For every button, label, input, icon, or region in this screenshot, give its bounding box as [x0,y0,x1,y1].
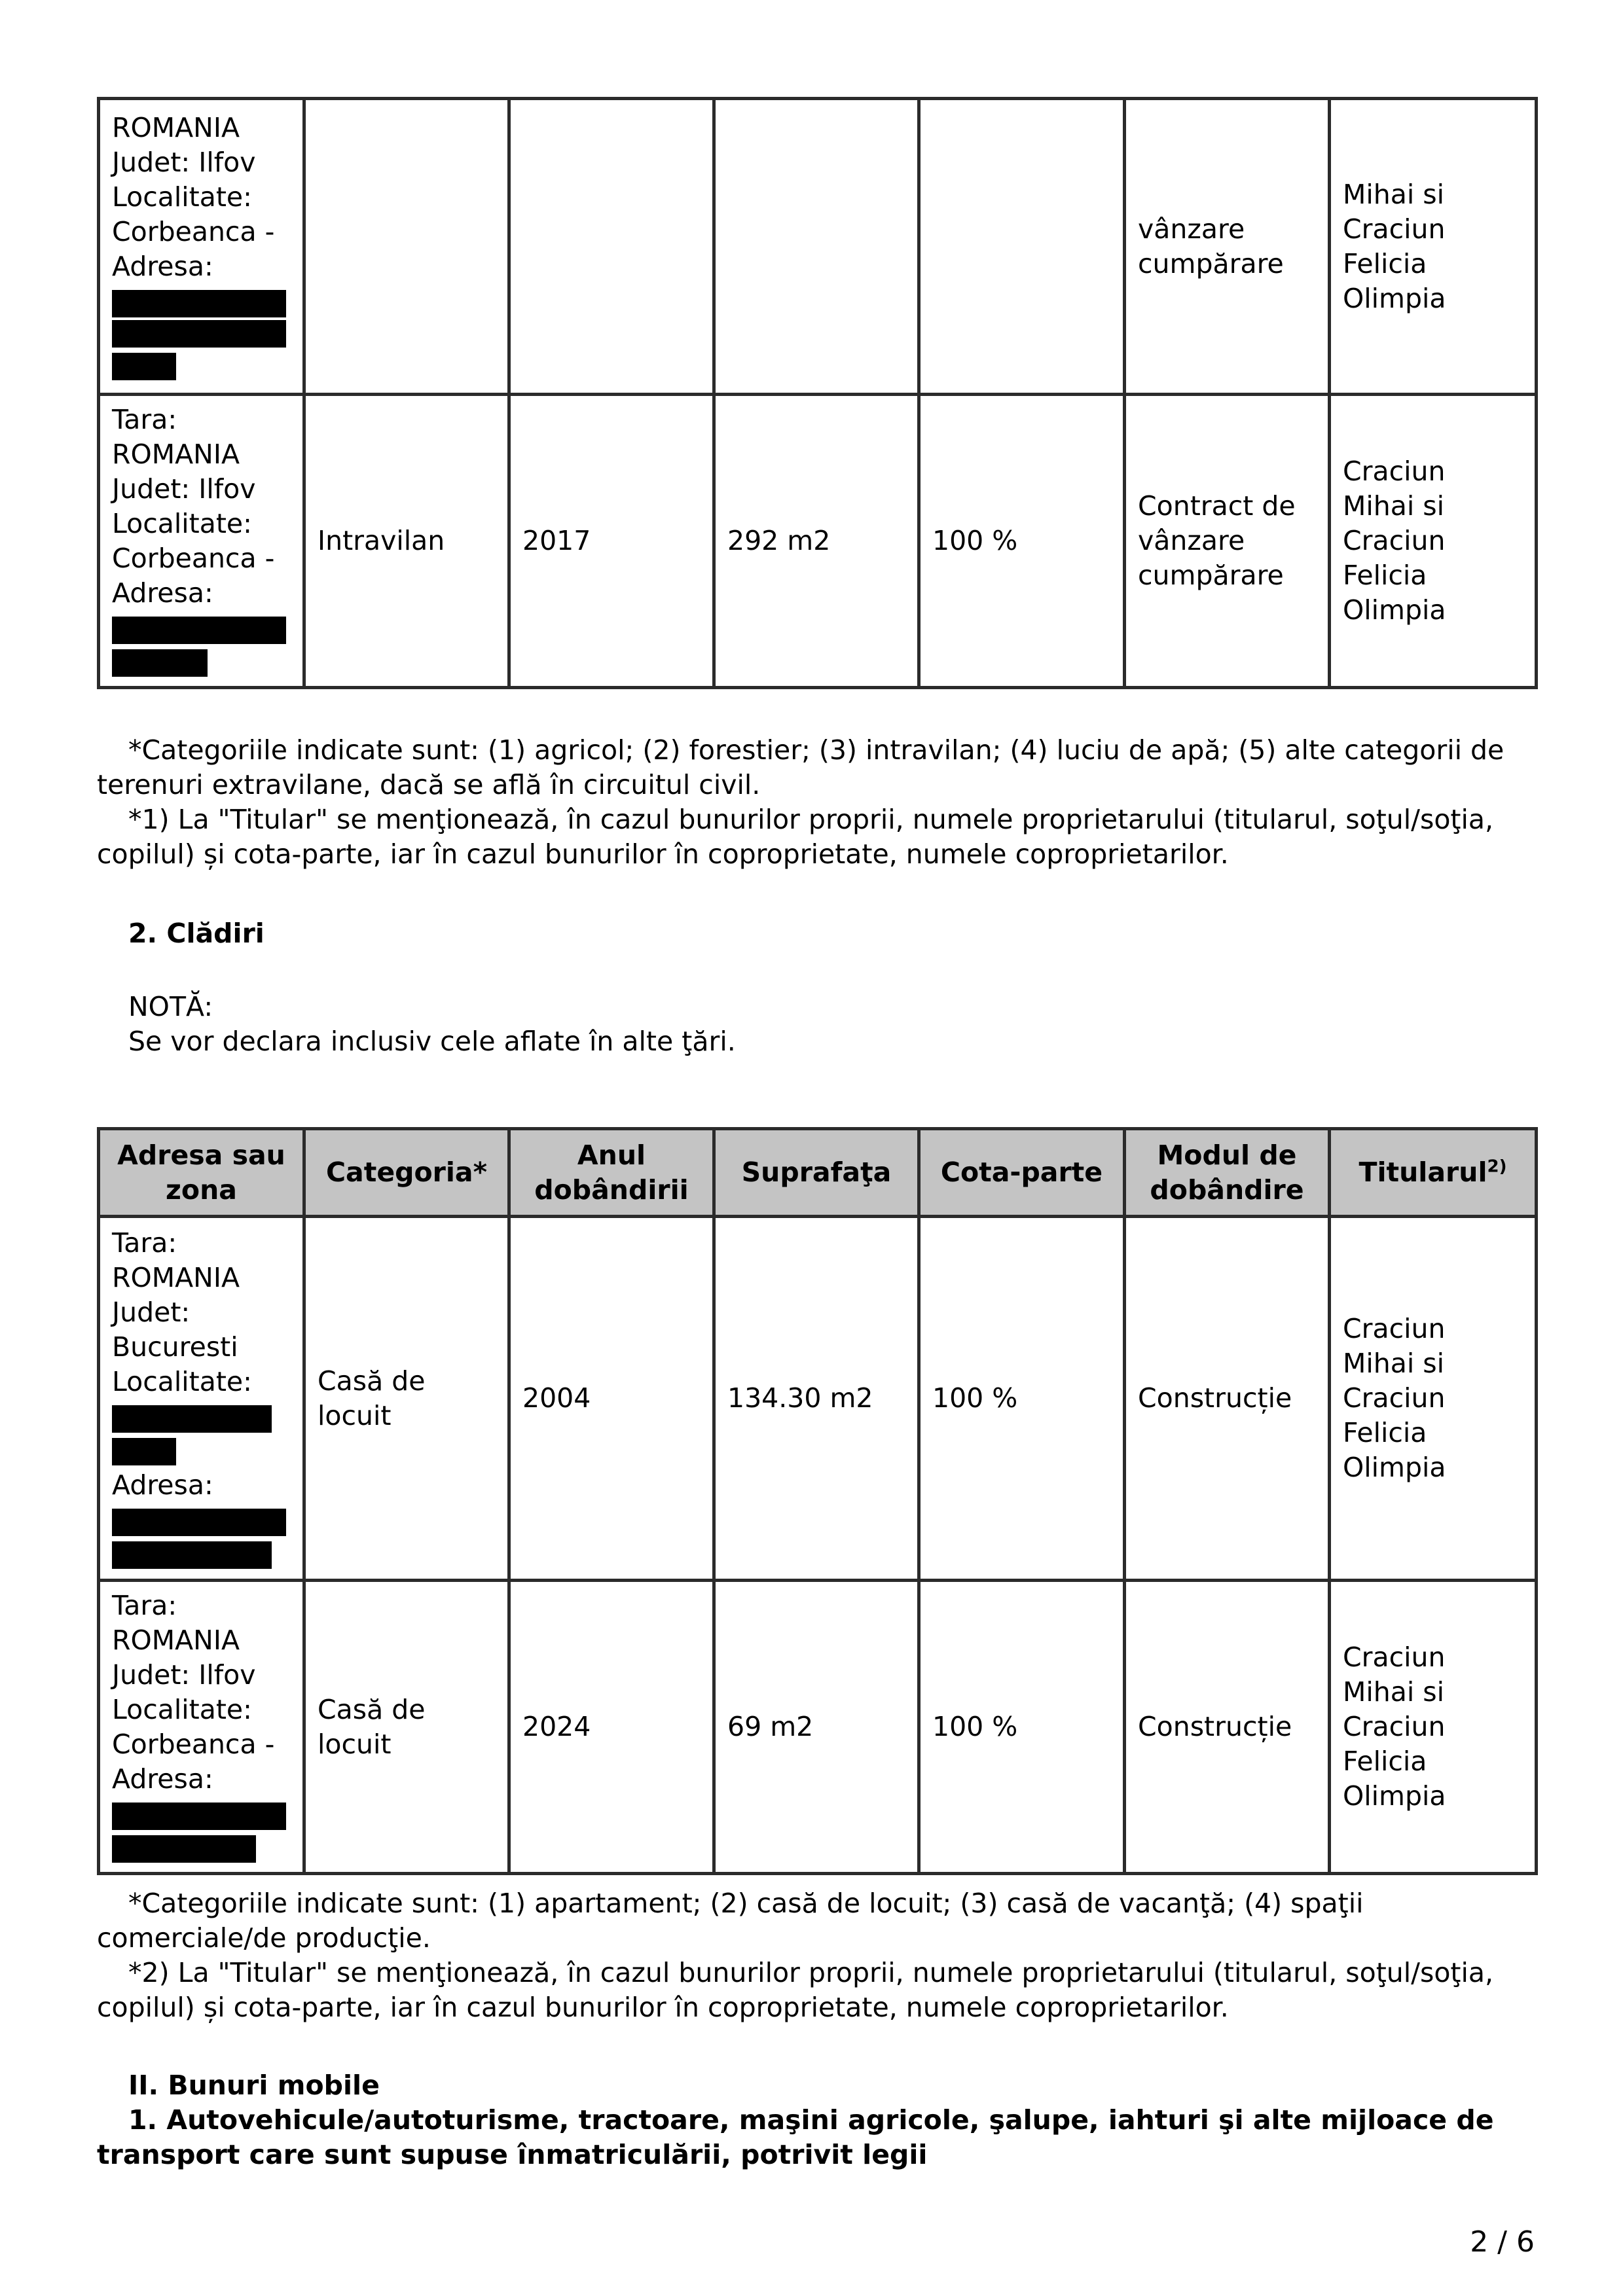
section-subtitle-vehicles: 1. Autovehicule/autoturisme, tractoare, maşini agricole, şalupe, iahturi şi alte mijloace de transport care sunt supuse înmatriculării, potrivit legii [97,2104,1494,2170]
owner-cell: Craciun Mihai si Craciun Felicia Olimpia [1330,1581,1537,1874]
owner-cell: Craciun Mihai si Craciun Felicia Olimpia [1330,395,1537,688]
redaction-bar [112,353,176,380]
year-cell [509,99,714,395]
note-text: Se vor declara inclusiv cele aflate în alte ţări. [128,1026,736,1057]
land-table [97,97,1538,689]
header-share: Cota-parte [919,1129,1125,1217]
address-cell: Tara: ROMANIA Judet: Ilfov Localitate: Corbeanca - Adresa: [99,395,304,688]
area-cell: 134.30 m2 [714,1217,919,1581]
building-owner-note: *2) La "Titular" se menţionează, în cazul bunurilor proprii, numele proprietarului (titularul, soţul/soţia, copilul) și cota-parte, iar în cazul bunurilor în coproprietate, numele coproprietarilor. [97,1957,1494,2023]
land-category-note: *Categoriile indicate sunt: (1) agricol; (2) forestier; (3) intravilan; (4) luciu de apă; (5) alte categorii de terenuri extravilane, dacă se află în circuitul civil. [97,734,1504,800]
year-cell: 2017 [509,395,714,688]
redaction-bar [112,290,286,317]
table-header-row [99,1129,1537,1217]
page-number: 2 / 6 [1470,2225,1535,2259]
redaction-bar [112,1509,286,1536]
acquisition-mode-cell: Construcție [1125,1581,1330,1874]
table-row [99,1581,1537,1874]
buildings-table [97,1127,1538,1875]
area-cell [714,99,919,395]
owner-cell: Craciun Mihai si Craciun Felicia Olimpia [1330,1217,1537,1581]
redaction-bar [112,1803,286,1830]
category-cell: Intravilan [304,395,509,688]
share-cell: 100 % [919,1581,1125,1874]
address-cell: Tara: ROMANIA Judet: Bucuresti Localitate: Adresa: [99,1217,304,1581]
category-cell [304,99,509,395]
table-row [99,99,1537,395]
year-cell: 2004 [509,1217,714,1581]
redaction-bar [112,1405,272,1433]
address-cell: ROMANIA Judet: Ilfov Localitate: Corbeanca - Adresa: [99,99,304,395]
redaction-bar [112,617,286,644]
acquisition-mode-cell: Construcție [1125,1217,1330,1581]
redaction-bar [112,1438,176,1465]
share-cell: 100 % [919,395,1125,688]
table-row [99,395,1537,688]
owner-cell: Mihai si Craciun Felicia Olimpia [1330,99,1537,395]
header-owner: Titularul$^{2)}$ [1330,1129,1537,1217]
header-year: Anul dobândirii [509,1129,714,1217]
address-cell: Tara: ROMANIA Judet: Ilfov Localitate: Corbeanca - Adresa: [99,1581,304,1874]
category-cell: Casă de locuit [304,1217,509,1581]
year-cell: 2024 [509,1581,714,1874]
redaction-bar [112,1541,272,1569]
section-title-cladiri: 2. Clădiri [128,918,264,949]
redaction-bar [112,320,286,348]
redaction-bar [112,649,208,677]
acquisition-mode-cell: Contract de vânzare cumpărare [1125,395,1330,688]
area-cell: 292 m2 [714,395,919,688]
header-acquisition-mode: Modul de dobândire [1125,1129,1330,1217]
building-category-note: *Categoriile indicate sunt: (1) apartament; (2) casă de locuit; (3) casă de vacanţă; (4) spaţii comerciale/de producţie. [97,1888,1364,1954]
acquisition-mode-cell: vânzare cumpărare [1125,99,1330,395]
category-cell: Casă de locuit [304,1581,509,1874]
share-cell: 100 % [919,1217,1125,1581]
header-category: Categoria* [304,1129,509,1217]
share-cell [919,99,1125,395]
section-title-bunuri-mobile: II. Bunuri mobile [128,2070,380,2101]
header-address: Adresa sau zona [99,1129,304,1217]
land-owner-note: *1) La "Titular" se menţionează, în cazul bunurilor proprii, numele proprietarului (titularul, soţul/soţia, copilul) și cota-parte, iar în cazul bunurilor în coproprietate, numele coproprietarilor. [97,804,1494,870]
note-label: NOTĂ: [128,991,213,1022]
area-cell: 69 m2 [714,1581,919,1874]
table-row [99,1217,1537,1581]
header-area: Suprafaţa [714,1129,919,1217]
redaction-bar [112,1835,256,1863]
